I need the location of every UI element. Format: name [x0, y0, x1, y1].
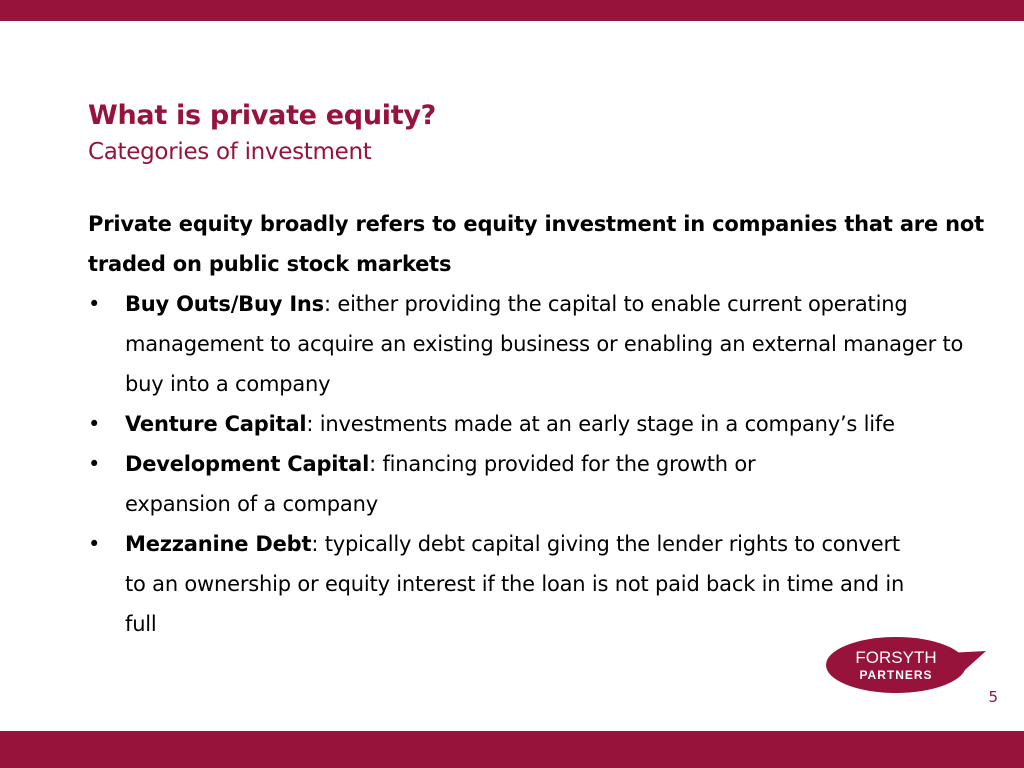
page-number: 5 — [988, 688, 998, 706]
bullet-text: either providing the capital to enable current operating management to acquire an existing business or enabling an external manager to buy into a company — [125, 292, 964, 396]
bottom-bar — [0, 731, 1024, 768]
arrow-swoosh-icon — [824, 634, 990, 696]
bullet-item-buy-outs — [88, 284, 988, 404]
logo-line2: PARTNERS — [859, 668, 933, 682]
bullet-list — [88, 284, 988, 644]
bullet-text: typically debt capital giving the lender rights to convert to an ownership or equity interest if the loan is not paid back in time and in full — [125, 532, 905, 636]
bullet-separator: : — [324, 292, 331, 316]
slide-title: What is private equity? — [88, 100, 436, 131]
bullet-marker: • — [88, 292, 101, 316]
bullet-term: Development Capital — [125, 452, 370, 476]
bullet-item-development-capital — [88, 444, 865, 524]
bullet-separator: : — [311, 532, 319, 556]
bullet-text: financing provided for the growth or expansion of a company — [125, 452, 756, 516]
slide-subtitle: Categories of investment — [88, 139, 372, 165]
top-bar — [0, 0, 1024, 21]
bullet-term: Mezzanine Debt — [125, 532, 312, 556]
bullet-item-venture-capital — [88, 404, 940, 444]
bullet-marker: • — [88, 452, 101, 476]
bullet-term: Venture Capital — [125, 412, 307, 436]
slide-body — [88, 204, 988, 644]
logo-line1: FORSYTH — [855, 648, 937, 667]
bullet-marker: • — [88, 532, 101, 556]
bullet-text: investments made at an early stage in a company’s life — [313, 412, 895, 436]
intro-text: Private equity broadly refers to equity investment in companies that are not traded on public stock markets — [88, 212, 984, 276]
bullet-term: Buy Outs/Buy Ins — [125, 292, 324, 316]
bullet-item-mezzanine-debt — [88, 524, 915, 644]
forsyth-partners-logo — [824, 634, 990, 700]
bullet-marker: • — [88, 412, 101, 436]
bullet-separator: : — [306, 412, 314, 436]
bullet-separator: : — [369, 452, 376, 476]
